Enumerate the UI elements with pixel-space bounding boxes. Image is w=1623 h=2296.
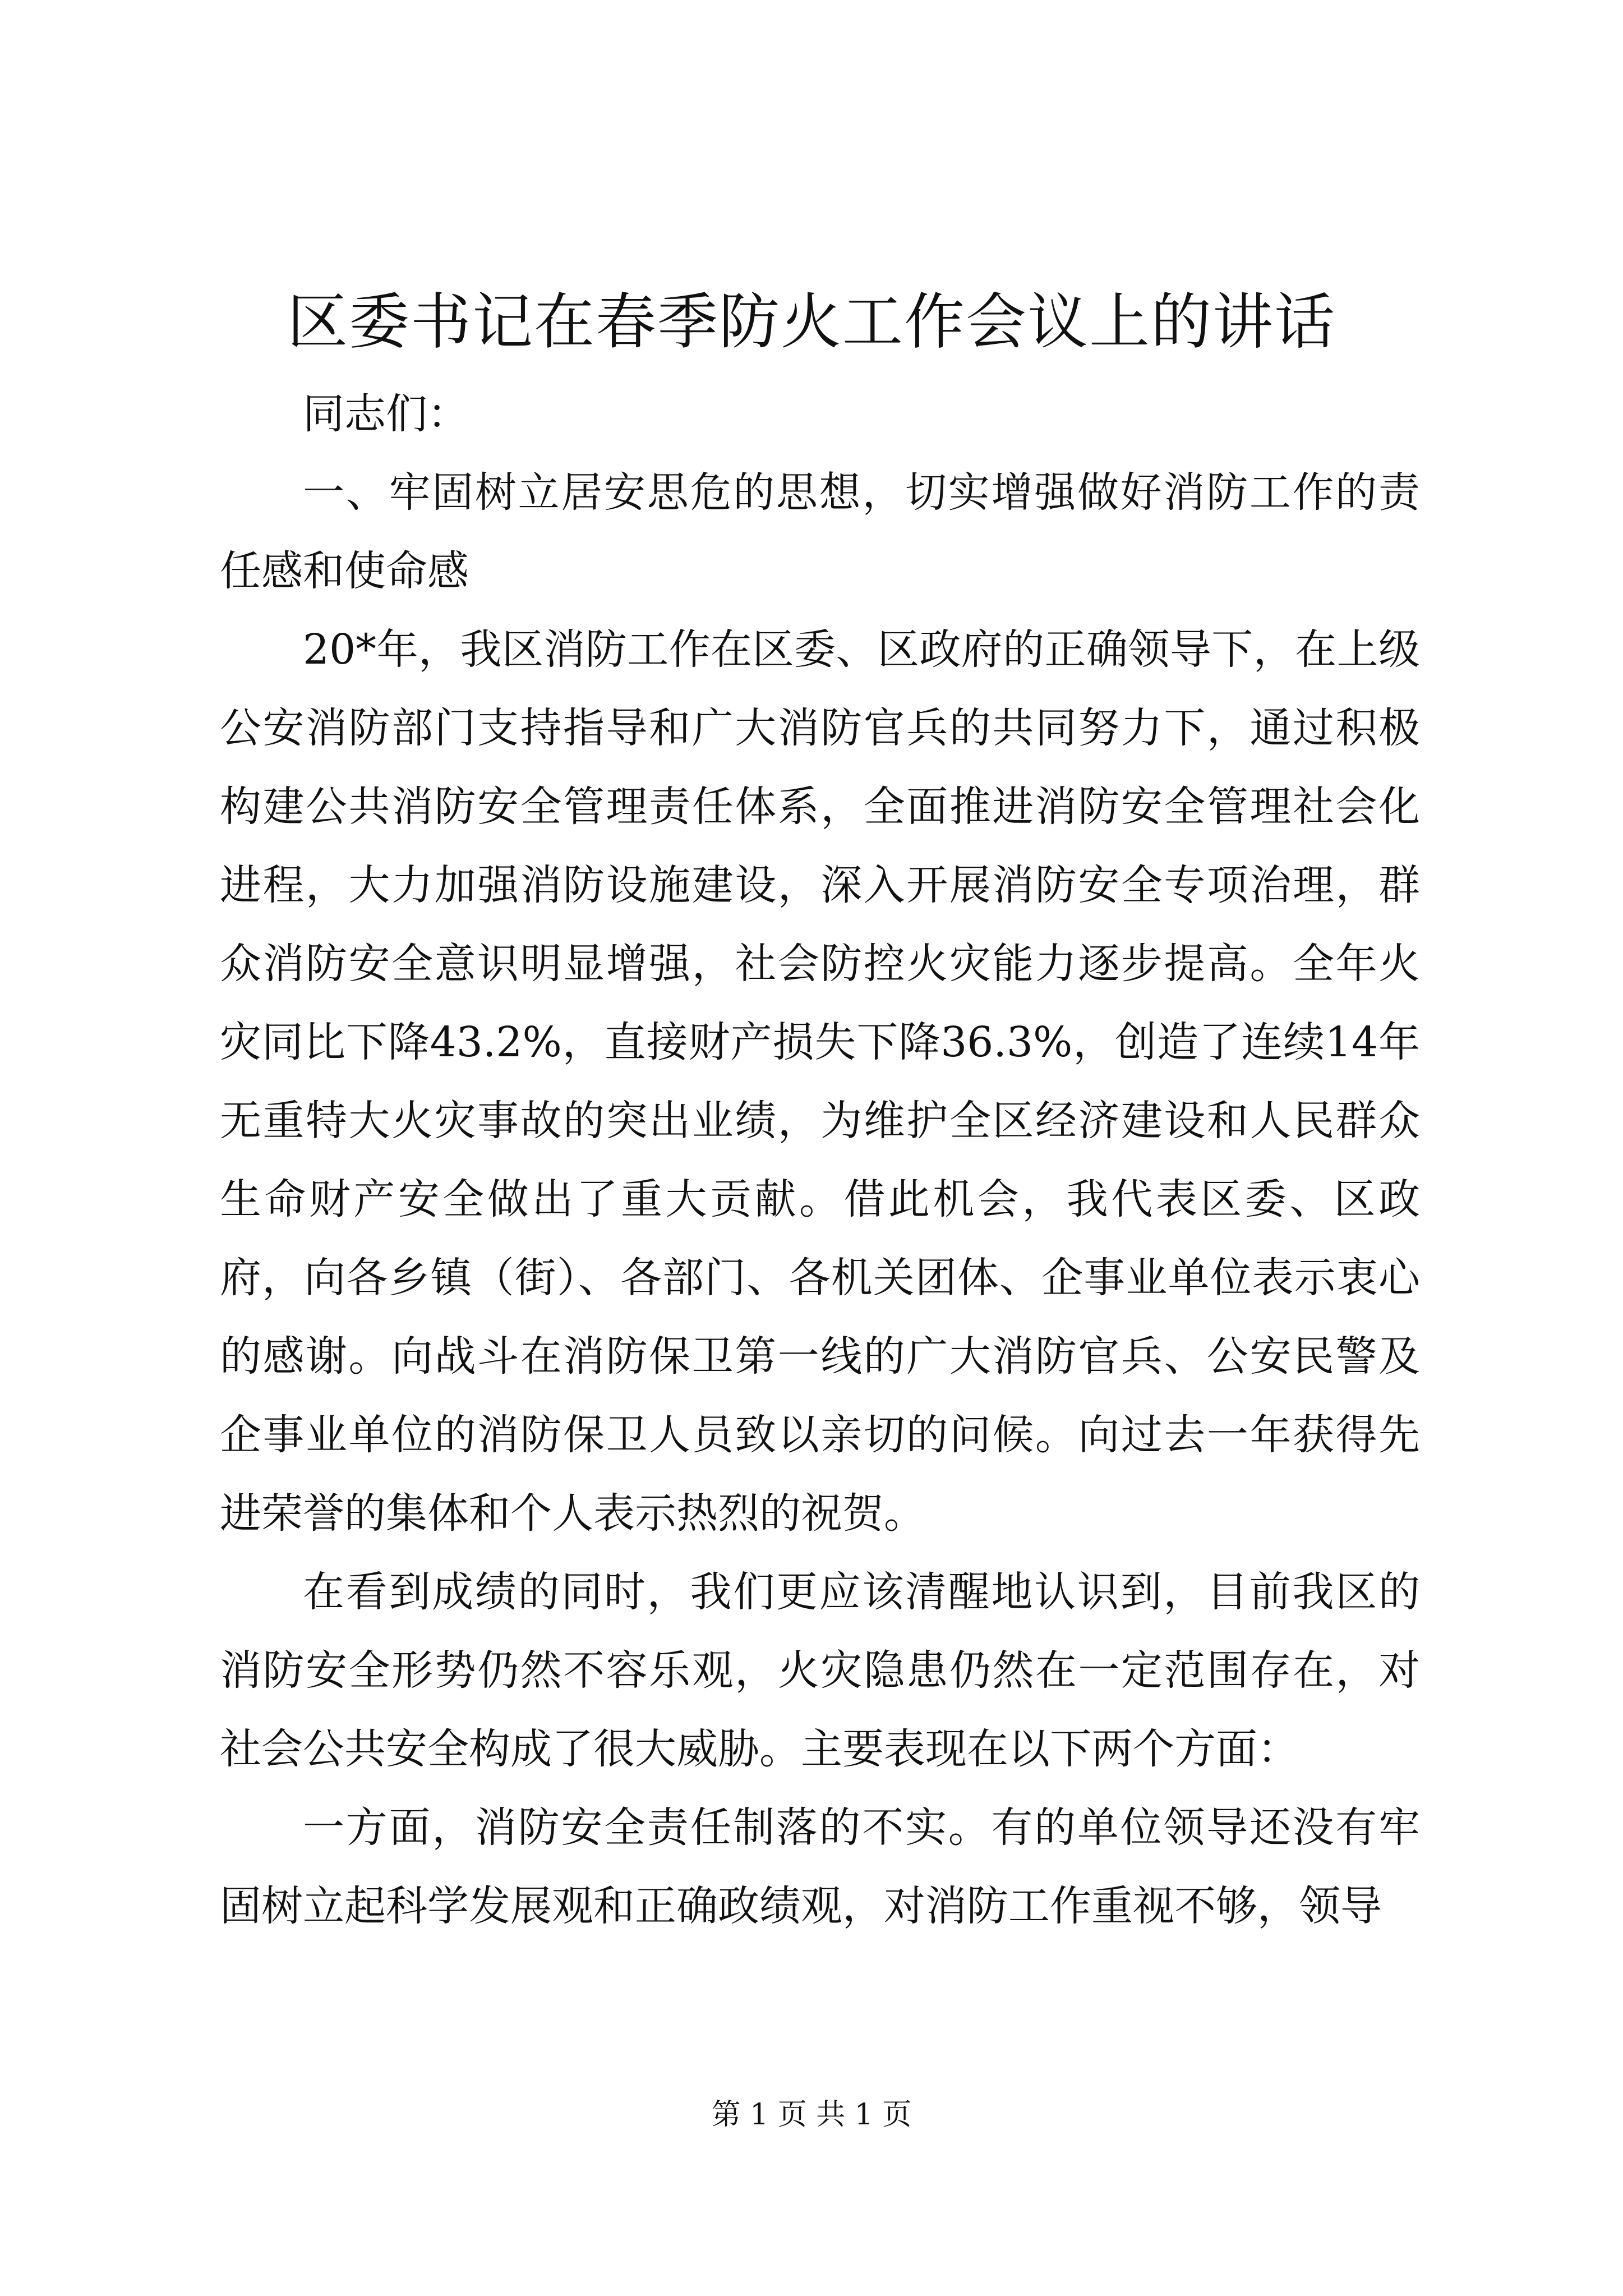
- salutation-paragraph: 同志们：: [303, 390, 469, 438]
- page-footer: 第 1 页 共 1 页: [711, 2098, 912, 2132]
- body-paragraph: 在看到成绩的同时，我们更应该清醒地认识到，目前我区的消防安全形势仍然不容乐观，火灾隐患仍然在一定范围存在，对社会公共安全构成了很大威胁。主要表现在以下两个方面：: [220, 1568, 1420, 1773]
- body-paragraph: 一方面，消防安全责任制落的不实。有的单位领导还没有牢固树立起科学发展观和正确政绩观，对消防工作重视不够，领导: [220, 1803, 1420, 1930]
- document-body: [220, 375, 1420, 1945]
- section-heading-paragraph: 一、牢固树立居安思危的思想，切实增强做好消防工作的责任感和使命感: [220, 468, 1420, 595]
- document-title: 区委书记在春季防火工作会议上的讲话: [287, 287, 1336, 357]
- body-paragraph: 20*年，我区消防工作在区委、区政府的正确领导下，在上级公安消防部门支持指导和广大消防官兵的共同努力下，通过积极构建公共消防安全管理责任体系，全面推进消防安全管理社会化进程，大力加强消防设施建设，深入开展消防安全专项治理，群众消防安全意识明显增强，社会防控火灾能力逐步提高。全年火灾同比下降43.2%，直接财产损失下降36.3%，创造了连续14年无重特大火灾事故的突出业绩，为维护全区经济建设和人民群众生命财产安全做出了重大贡献。借此机会，我代表区委、区政府，向各乡镇（街）、各部门、各机关团体、企事业单位表示衷心的感谢。向战斗在消防保卫第一线的广大消防官兵、公安民警及企事业单位的消防保卫人员致以亲切的问候。向过去一年获得先进荣誉的集体和个人表示热烈的祝贺。: [220, 625, 1420, 1538]
